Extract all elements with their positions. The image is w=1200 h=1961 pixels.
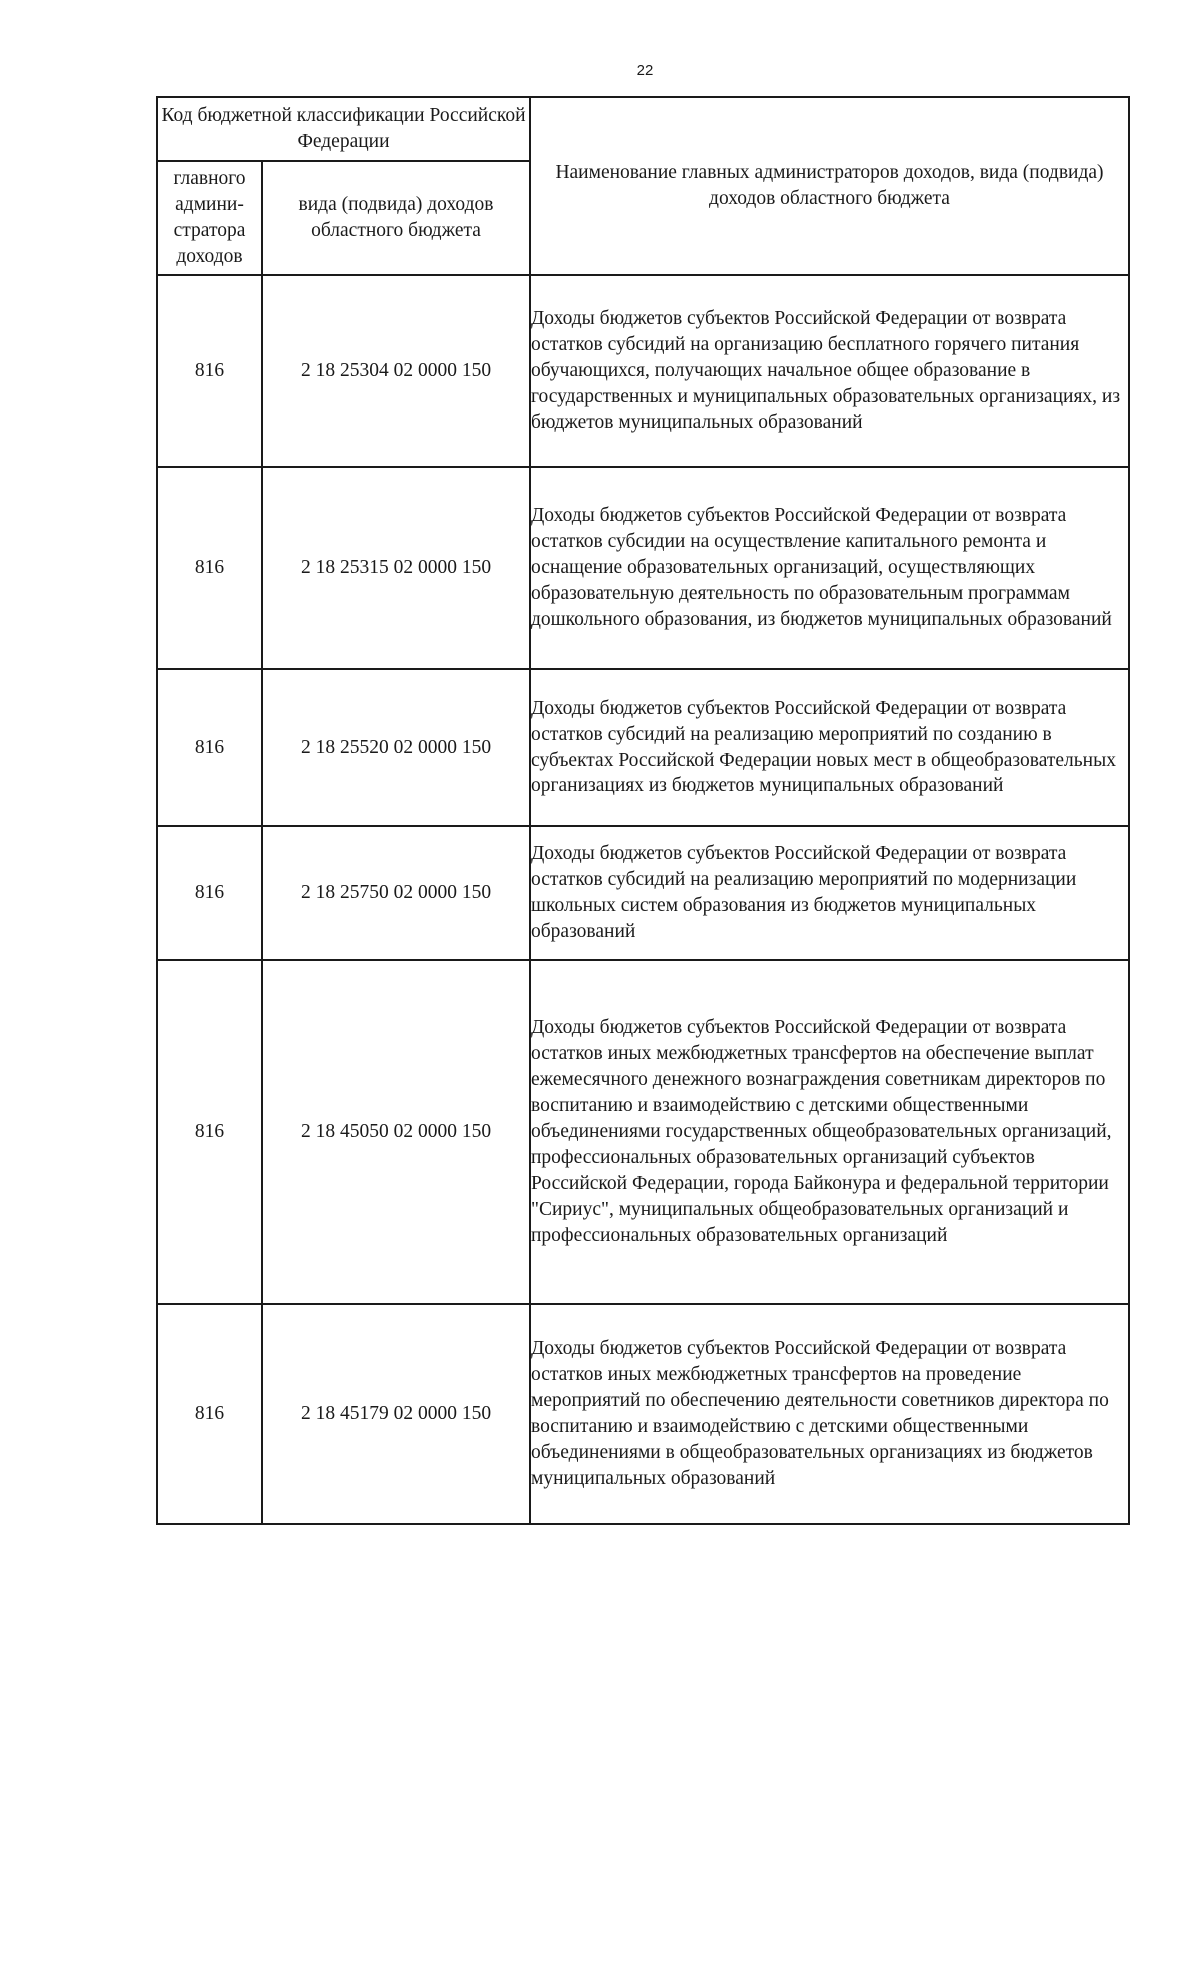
income-name-cell: Доходы бюджетов субъектов Российской Федерации от возврата остатков субсидии на осуществление капитального ремонта и оснащение образовательных организаций, осуществляющих образовательную деятельность по образовательным программам дошкольного образования, из бюджетов муниципальных образований (530, 467, 1129, 669)
table-row (157, 1304, 1129, 1524)
table-header (157, 97, 1129, 275)
table-body (157, 275, 1129, 1524)
budget-classification-table (156, 96, 1130, 1525)
table-row (157, 275, 1129, 467)
income-code-cell: 2 18 45050 02 0000 150 (262, 960, 530, 1304)
income-name-cell: Доходы бюджетов субъектов Российской Федерации от возврата остатков субсидий на реализацию мероприятий по созданию в субъектах Российской Федерации новых мест в общеобразовательных организациях из бюджетов муниципальных образований (530, 669, 1129, 826)
income-name-cell: Доходы бюджетов субъектов Российской Федерации от возврата остатков субсидий на реализацию мероприятий по модернизации школьных систем образования из бюджетов муниципальных образований (530, 826, 1129, 960)
table-row (157, 960, 1129, 1304)
admin-column-header: главного админи-стратора доходов (157, 161, 262, 275)
income-code-cell: 2 18 25315 02 0000 150 (262, 467, 530, 669)
income-code-cell: 2 18 25520 02 0000 150 (262, 669, 530, 826)
admin-code-cell: 816 (157, 467, 262, 669)
income-code-cell: 2 18 25750 02 0000 150 (262, 826, 530, 960)
table-row (157, 467, 1129, 669)
table-row (157, 669, 1129, 826)
name-column-header: Наименование главных администраторов доходов, вида (подвида) доходов областного бюджета (530, 97, 1129, 275)
income-name-cell: Доходы бюджетов субъектов Российской Федерации от возврата остатков иных межбюджетных трансфертов на проведение мероприятий по обеспечению деятельности советников директора по воспитанию и взаимодействию с детскими общественными объединениями в общеобразовательных организациях из бюджетов муниципальных образований (530, 1304, 1129, 1524)
header-row-top (157, 97, 1129, 161)
income-code-cell: 2 18 45179 02 0000 150 (262, 1304, 530, 1524)
income-code-cell: 2 18 25304 02 0000 150 (262, 275, 530, 467)
income-name-cell: Доходы бюджетов субъектов Российской Федерации от возврата остатков иных межбюджетных трансфертов на обеспечение выплат ежемесячного денежного вознаграждения советникам директоров по воспитанию и взаимодействию с детскими общественными объединениями государственных общеобразовательных организаций, профессиональных образовательных организаций субъектов Российской Федерации, города Байконура и федеральной территории "Сириус", муниципальных общеобразовательных организаций и профессиональных образовательных организаций (530, 960, 1129, 1304)
income-type-column-header: вида (подвида) доходов областного бюджета (262, 161, 530, 275)
table-row (157, 826, 1129, 960)
admin-code-cell: 816 (157, 669, 262, 826)
admin-code-cell: 816 (157, 275, 262, 467)
page-number: 22 (636, 62, 654, 79)
admin-code-cell: 816 (157, 826, 262, 960)
admin-code-cell: 816 (157, 1304, 262, 1524)
code-group-header: Код бюджетной классификации Российской Федерации (157, 97, 530, 161)
income-name-cell: Доходы бюджетов субъектов Российской Федерации от возврата остатков субсидий на организацию бесплатного горячего питания обучающихся, получающих начальное общее образование в государственных и муниципальных образовательных организациях, из бюджетов муниципальных образований (530, 275, 1129, 467)
admin-code-cell: 816 (157, 960, 262, 1304)
